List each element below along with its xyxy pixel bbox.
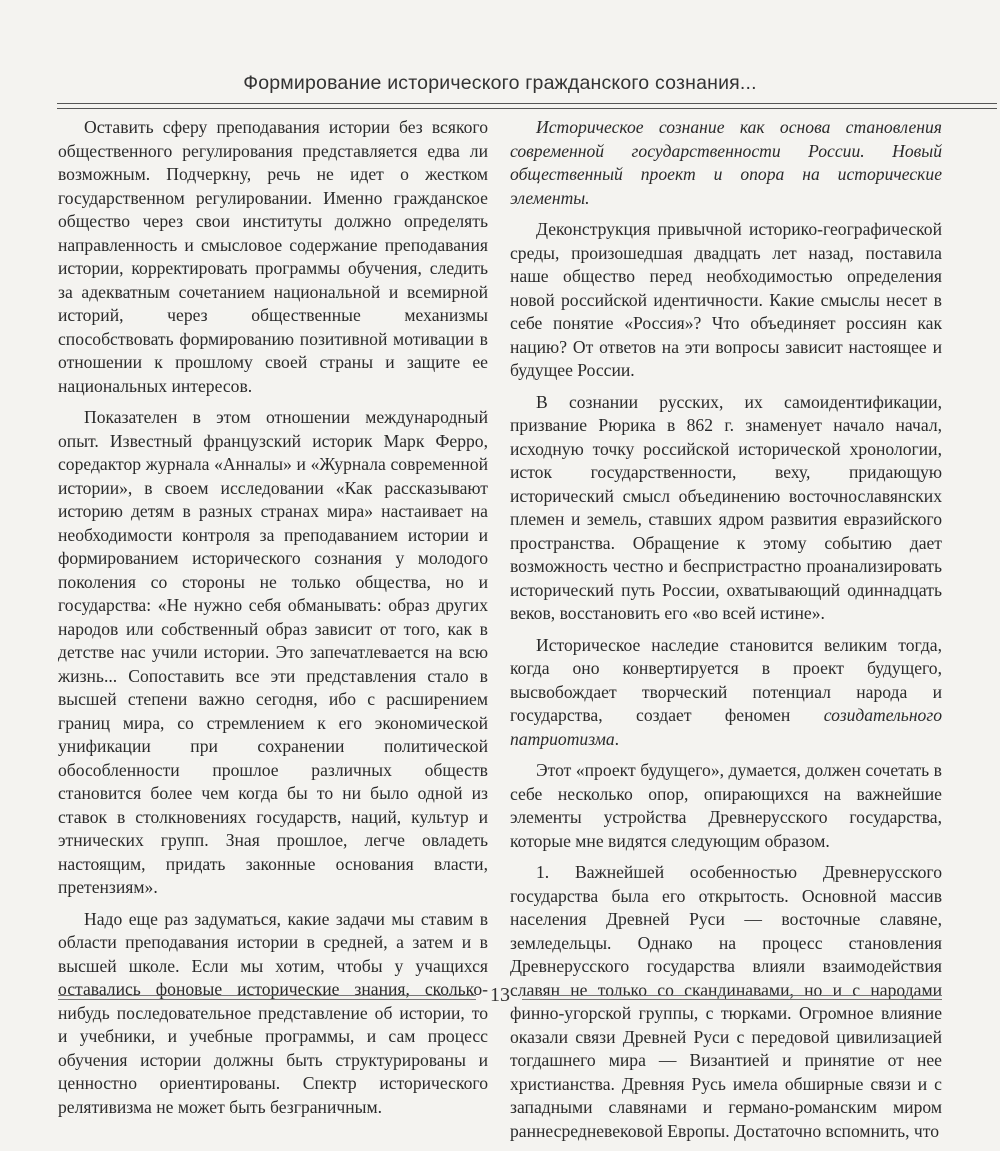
paragraph: Оставить сферу преподавания истории без всякого общественного регулирования представляется едва ли возможным. Подчеркну, речь не идет о жестком государственном регулировании. Именно гражданское общество через свои институты должно определять направленность и смысловое содержание преподавания истории, корректировать программы обучения, следить за адекватным сочетанием национальной и всемирной историй, через общественные механизмы способствовать формированию позитивной мотивации в отношении к прошлому своей страны и защите ее национальных интересов. bbox=[58, 117, 488, 396]
paragraph-text: . bbox=[614, 728, 620, 749]
section-heading: Историческое сознание как основа становления современной государственности России. Новый общественный проект и опора на исторические элементы. bbox=[510, 117, 942, 208]
emphasis: созидательного патриотизма bbox=[510, 705, 942, 749]
footer-rule bbox=[522, 995, 942, 996]
footer-rule bbox=[58, 995, 476, 996]
paragraph bbox=[510, 634, 942, 752]
footer-rule bbox=[58, 999, 476, 1000]
paragraph: Показателен в этом отношении международный опыт. Известный французский историк Марк Ферро, соредактор журнала «Анналы» и «Журнала современной истории», в своем исследовании «Как рассказывают историю детям в разных странах мира» настаивает на необходимости контроля за преподаванием истории и формированием исторического сознания у молодого поколения со стороны не только общества, но и государства: «Не нужно себя обманывать: образ других народов или собственный образ зависит от того, как в детстве нас учили истории. Это запечатлевается на всю жизнь... Сопоставить все эти представления стало в высшей степени важно сегодня, ибо с расширением границ мира, со стремлением к его экономической унификации при сохранении политической обособленности прошлое различных обществ становится более чем когда бы то ни было одной из ставок в столкновениях государств, наций, культур и этнических групп. Зная прошлое, легче овладеть настоящим, придать законные основания власти, претензиям». bbox=[58, 407, 488, 897]
page-number: 13 bbox=[490, 984, 510, 1006]
left-column bbox=[58, 116, 488, 1127]
header-rule-top bbox=[57, 103, 997, 104]
paragraph: 1. Важнейшей особенностью Древнерусского государства была его открытость. Основной массив населения Древней Руси — восточные славяне, земледельцы. Однако на процесс становления Древнерусского государства влияли взаимодействия славян не только со скандинавами, но и с народами финно-угорской группы, с тюрками. Огромное влияние оказали связи Древней Руси с передовой цивилизацией тогдашнего мира — Византией и принятие от нее христианства. Древняя Русь имела обширные связи и с западными славянами и германо-романским миром раннесредневековой Европы. Достаточно вспомнить, что bbox=[510, 862, 942, 1141]
running-header: Формирование исторического гражданского сознания... bbox=[243, 72, 757, 94]
header-rule-bottom bbox=[57, 108, 997, 109]
paragraph: Этот «проект будущего», думается, должен сочетать в себе несколько опор, опирающихся на важнейшие элементы устройства Древнерусского государства, которые мне видятся следующим образом. bbox=[510, 760, 942, 851]
paragraph-text: Историческое наследие становится великим тогда, когда оно конвертируется в проект будущего, высвобождает творческий потенциал народа и государства, создает феномен bbox=[510, 634, 942, 725]
footer-rule bbox=[522, 999, 942, 1000]
paragraph: Надо еще раз задуматься, какие задачи мы ставим в области преподавания истории в средней, а затем и в высшей школе. Если мы хотим, чтобы у учащихся оставались фоновые исторические знания, сколько-нибудь последовательное представление об истории, то и учебники, и учебные программы, и сам процесс обучения истории должны быть структурированы и ценностно ориентированы. Спектр исторического релятивизма не может быть безграничным. bbox=[58, 908, 488, 1117]
paragraph: В сознании русских, их самоидентификации, призвание Рюрика в 862 г. знаменует начало начал, исходную точку российской исторической хронологии, исток государственности, веху, придающую исторический смысл объединению восточнославянских племен и земель, ставших ядром развития евразийского пространства. Обращение к этому событию дает возможность честно и беспристрастно проанализировать исторический путь России, охватывающий одиннадцать веков, восстановить его «во всей истине». bbox=[510, 391, 942, 623]
paragraph: Деконструкция привычной историко-географической среды, произошедшая двадцать лет назад, поставила наше общество перед необходимостью определения новой российской идентичности. Какие смыслы несет в себе понятие «Россия»? Что объединяет россиян как нацию? От ответов на эти вопросы зависит настоящее и будущее России. bbox=[510, 219, 942, 380]
